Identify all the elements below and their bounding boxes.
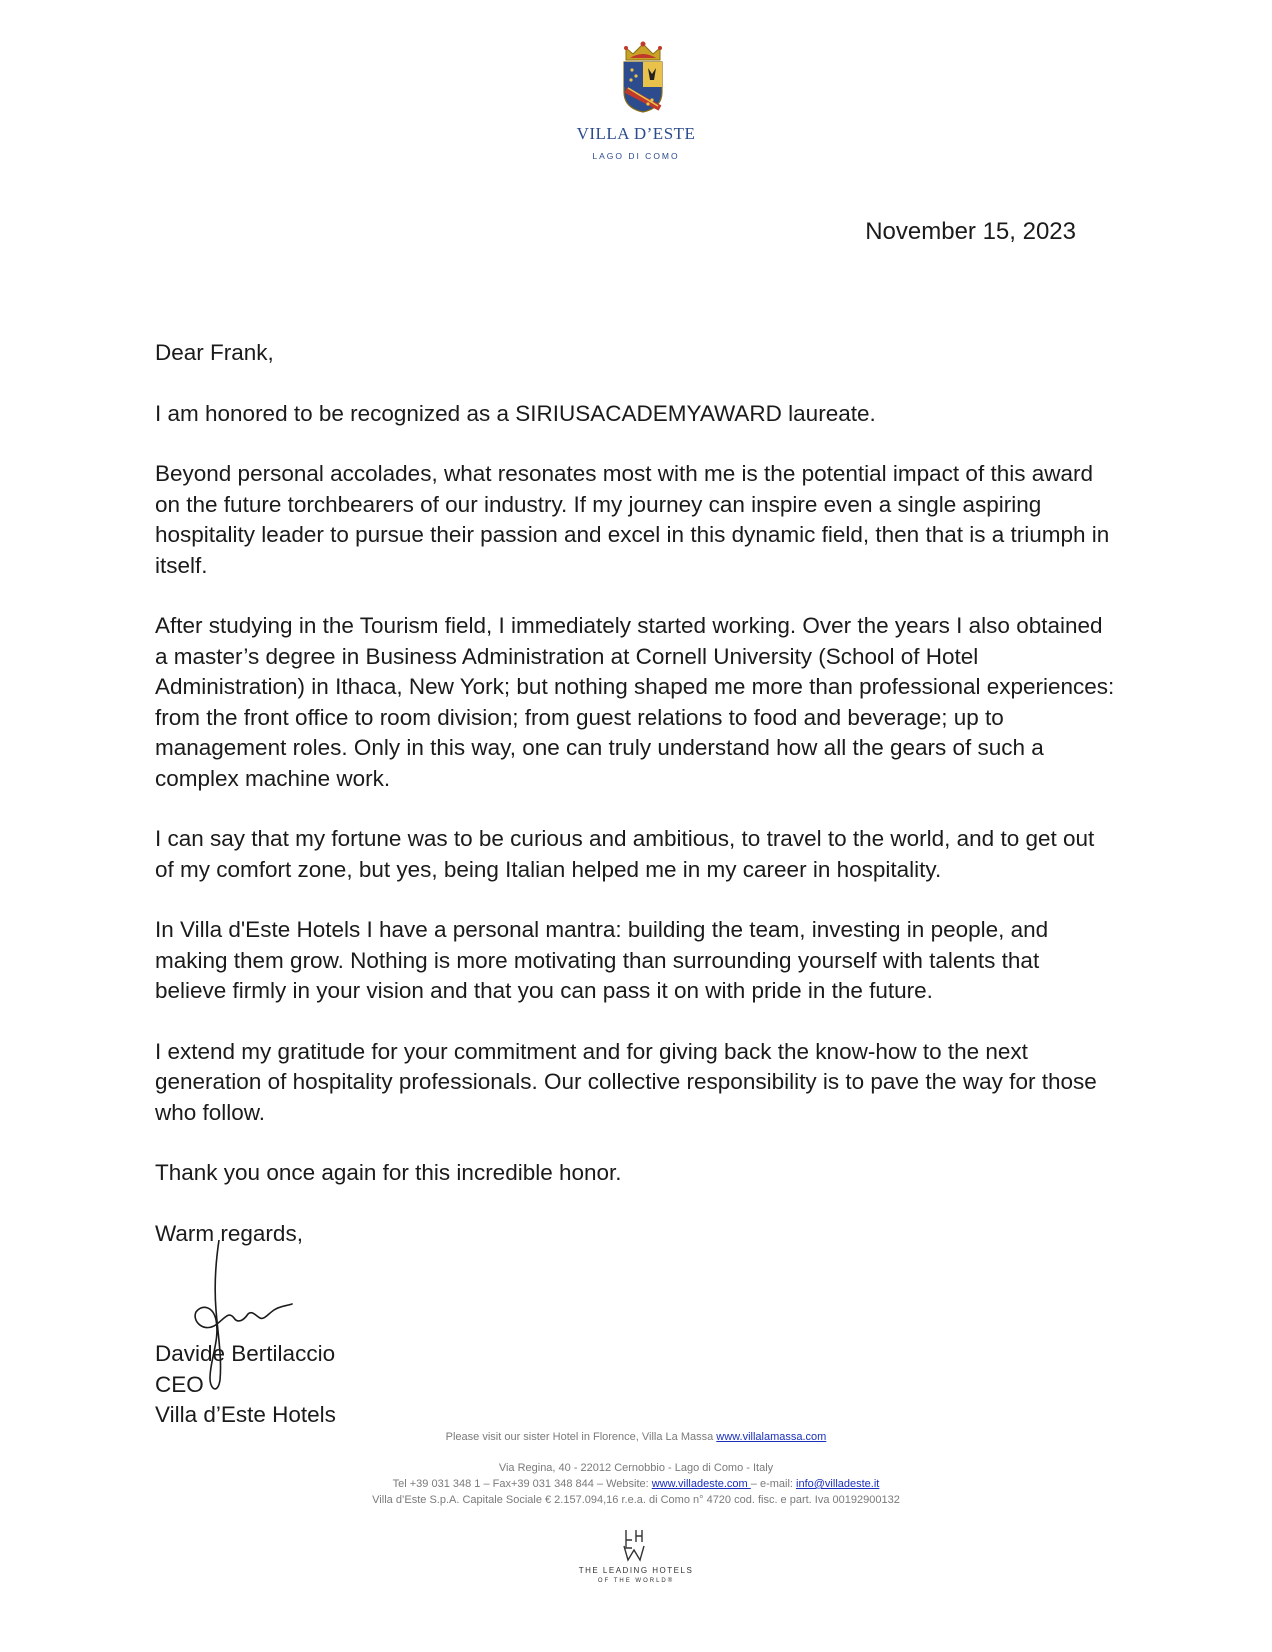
footer-legal: Villa d’Este S.p.A. Capitale Sociale € 2.157.094,16 r.e.a. di Como n° 4720 cod. fisc. e part. Iva 00192900132 [372, 1494, 900, 1506]
villa-deste-crest-icon [620, 40, 666, 114]
footer-address: Via Regina, 40 - 22012 Cernobbio - Lago di Como - Italy [498, 1462, 774, 1474]
website-link[interactable]: www.villadeste.com [651, 1478, 751, 1490]
letter-date: November 15, 2023 [865, 218, 1076, 245]
salutation: Dear Frank, [155, 340, 274, 365]
footer-sister-hotel [0, 1431, 1272, 1443]
lhw-line-1: THE LEADING HOTELS [578, 1566, 694, 1575]
paragraph: After studying in the Tourism field, I immediately started working. Over the years I also obtained a master’s degree in Business Administration at Cornell University (School of Hotel Administration) in Ithaca, New York; but nothing shaped me more than professional experiences: from the front office to room division; from guest relations to food and beverage; up to management roles. Only in this way, one can truly understand how all the gears of such a complex machine work. [155, 613, 1115, 791]
sister-hotel-link[interactable]: www.villalamassa.com [716, 1431, 827, 1443]
lhw-line-2: OF THE WORLD® [597, 1578, 675, 1584]
closing: Warm regards, [155, 1220, 303, 1246]
paragraph: Thank you once again for this incredible honor. [155, 1160, 622, 1185]
paragraph: In Villa d'Este Hotels I have a personal mantra: building the team, investing in people, and making them grow. Nothing is more motivating than surrounding yourself with talents that believe firmly in your vision and that you can pass it on with pride in the future. [155, 917, 1049, 1003]
brand-name: VILLA D’ESTE [576, 124, 696, 143]
letter-body [155, 338, 1115, 1279]
paragraph: I can say that my fortune was to be curious and ambitious, to travel to the world, and to get out of my comfort zone, but yes, being Italian helped me in my career in hospitality. [155, 826, 1095, 882]
signer-company: Villa d’Este Hotels [155, 1402, 336, 1427]
paragraph: I am honored to be recognized as a SIRIUSACADEMYAWARD laureate. [155, 400, 876, 426]
signer-name: Davide Bertilaccio [155, 1341, 336, 1366]
email-link[interactable]: info@villadeste.it [796, 1478, 880, 1490]
paragraph: I extend my gratitude for your commitment and for giving back the know-how to the next generation of hospitality professionals. Our collective responsibility is to pave the way for those who follow. [155, 1038, 1097, 1125]
lhw-logo-icon [620, 1528, 648, 1562]
footer-email-prefix: – e-mail: [750, 1478, 797, 1490]
paragraph: Beyond personal accolades, what resonates most with me is the potential impact of this award on the future torchbearers of our industry. If my journey can inspire even a single aspiring hospitality leader to pursue their passion and excel in this dynamic field, then that is a triumph in itself. [155, 461, 1110, 578]
signer-title: CEO [155, 1371, 204, 1397]
signer-block [155, 1339, 336, 1431]
brand-subtitle: LAGO DI COMO [592, 151, 680, 161]
footer-contact [0, 1478, 1272, 1490]
footer-sister-text: Please visit our sister Hotel in Florence, Villa La Massa [445, 1431, 717, 1443]
footer-contact-prefix: Tel +39 031 348 1 – Fax+39 031 348 844 – Website: [392, 1478, 652, 1490]
